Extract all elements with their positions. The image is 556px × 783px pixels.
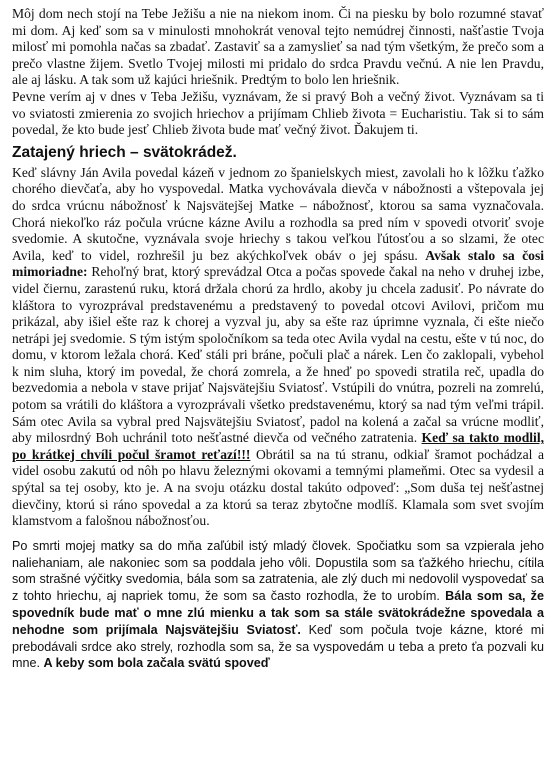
story-text-b: Rehoľný brat, ktorý sprevádzal Otca a počas spovede čakal na neho v druhej izbe, videl čiernu, zarastenú ruku, ktorá držala chorú za hrdlo, akoby ju chcela zadusiť. Po návrate do kláštora to vyrozprával predstavenému a predstavený to povedal otcovi Avilovi, pričom mu prikázal, aby išiel ešte raz k chorej a vyzval ju, aby sa ešte raz úprimne vyznala, či ešte niečo netrápi jej svedomie. S tým istým spoločníkom sa teda otec Avila vydal na cestu, ešte v tú noc, do domu, v ktorom ležala chorá. Keď stáli pri bráne, počuli plač a nárek. Len čo zaklopali, vybehol k nim sluha, ktorý im povedal, že chorá zomrela, a že hneď po spovedi stratila reč, upadla do bezvedomia a nebola v stave prijať Najsvätejšiu Sviatosť. Vstúpili do vnútra, pozreli na zomrelú, potom sa vrátili do kláštora a vyrozprávali všetko predstavenému, ktorý sa nad tým veľmi trápil. Sám otec Avila sa vybral pred Najsvätejšiu Sviatosť, padol na kolená a začal sa vrúcne modliť, aby milosrdný Boh uchránil toto nešťastné dievča od večného zatratenia. bbox=[12, 264, 544, 446]
story-text-c: Obrátil sa na tú stranu, odkiaľ šramot pochádzal a videl osobu zakutú od nôh po hlavu železnými okovami a temnými plameňmi. Otec sa vydesil a spýtal sa tej osoby, kto je. A na svoju otázku dostal takúto odpoveď: „Som duša tej nešťastnej dievčiny, ktorú si ráno spovedal a za ktorú sa teraz zbytočne modlíš. Klamala som svet svojím klamstvom a falošnou nábožnosťou. bbox=[12, 446, 544, 529]
testimony-emphasis-a: Bála som sa, že spovedník bude mať o mne zlú mienku a tak som sa stále svätokrádežne spovedala a nehodne som prijímala Najsvätejšiu Sviatosť. bbox=[12, 589, 544, 637]
testimony-text-a: Po smrti mojej matky sa do mňa zaľúbil istý mladý človek. Spočiatku som sa vzpierala jeho naliehaniam, ale nakoniec som sa poddala jeho vôli. Dopustila som sa ťažkého hriechu, cítila som strašné výčitky svedomia, bála som sa zatratenia, ale zlý duch mi nedovolil vyspovedať sa z tohto hriechu, aj napriek tomu, že som sa často rozhodla, že to urobím. bbox=[12, 538, 544, 604]
story-paragraph bbox=[12, 165, 544, 530]
document-page bbox=[12, 6, 544, 672]
section-heading: Zatajený hriech – svätokrádež. bbox=[12, 143, 237, 161]
story-emphasis: Avšak stalo sa čosi mimoriadne: bbox=[12, 247, 545, 280]
story-text-a: Keď slávny Ján Avila povedal kázeň v jednom zo španielskych miest, zavolali ho k lôžku ťažko chorého dievčaťa, aby ho vyspovedal. Matka vychovávala dievča v nábožnosti a vštepovala jej do srdca vrúcnu nábožnosť k Najsvätejšej Matke – nábožnosť, ktorou sa sama vyznačovala. Chorá niekoľko ráz počula vrúcne kázne Avilu a rozhodla sa pred ním v spovedi otvoriť svoje svedomie. A skutočne, vyznávala svoje hriechy s takou veľkou ľútosťou a so slzami, že otec Avila, keď to videl, rozhrešil ju bez akýchkoľvek obáv o jej spásu. bbox=[12, 164, 544, 263]
intro-paragraph-1: Môj dom nech stojí na Tebe Ježišu a nie na niekom inom. Či na piesku by bolo rozumné stavať mi dom. Aj keď som sa v minulosti mnohokrát venoval tejto nemúdrej činnosti, našťastie Tvoja milosť mi pomohla načas sa zbadať. Zastaviť sa a zamyslieť sa nad tým všetkým, že prečo som a prečo vlastne žijem. Svetlo Tvojej milosti mi pridalo do srdca Pravdu večnú. A nie len Pravdu, ale aj lásku. A tak som už kajúci hriešnik. Predtým to bolo len hriešnik. bbox=[12, 6, 544, 88]
story-chains-emphasis: Keď sa takto modlil, po krátkej chvíli počul šramot reťazí!!! bbox=[12, 430, 545, 462]
testimony-paragraph bbox=[12, 538, 544, 672]
testimony-emphasis-b: A keby som bola začala svätú spoveď bbox=[43, 656, 270, 671]
intro-paragraph-2: Pevne verím aj v dnes v Teba Ježišu, vyznávam, že si pravý Boh a večný život. Vyznávam sa ti vo sviatosti zmierenia zo svojich hriechov a prijímam Chlieb života = Eucharistiu. Tak si to sám povedal, že kto bude jesť Chlieb života bude mať večný život. Ďakujem ti. bbox=[12, 88, 544, 138]
testimony-text-b: Keď som počula tvoje kázne, ktoré mi prebodávali srdce ako strely, rozhodla som sa, že sa vyspovedám u teba a preto ťa pozvali ku mne. bbox=[12, 622, 544, 671]
